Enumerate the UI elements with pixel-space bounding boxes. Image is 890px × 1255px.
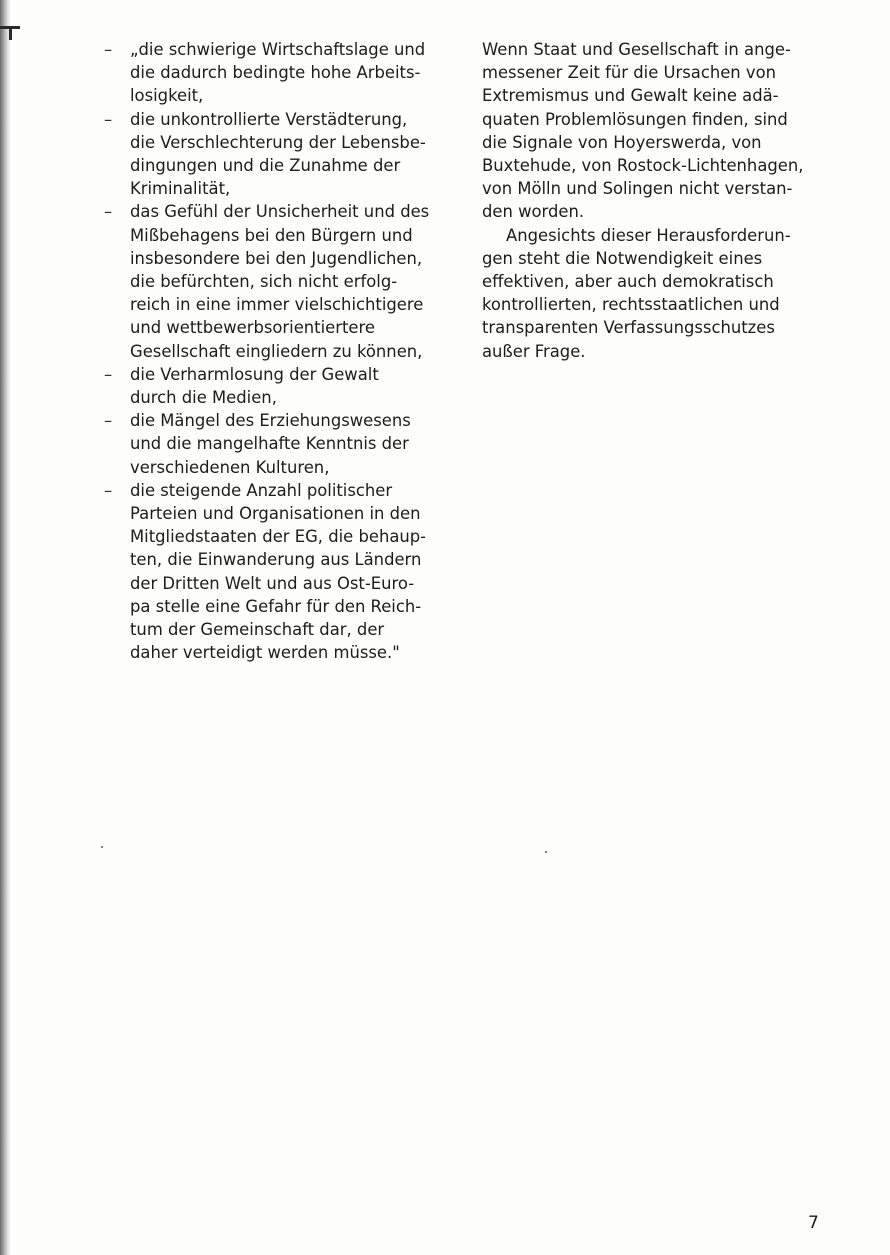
list-item	[104, 200, 459, 362]
text-line: die dadurch bedingte hohe Arbeits-	[130, 63, 421, 83]
text-line: Kriminalität,	[130, 179, 231, 199]
text-line: ten, die Einwanderung aus Ländern	[130, 550, 422, 570]
text-line: die Verharmlosung der Gewalt	[130, 364, 379, 384]
dash-marker: –	[104, 40, 113, 59]
dash-marker: –	[104, 109, 113, 129]
text-line: insbesondere bei den Jugendlichen,	[130, 248, 423, 268]
dash-marker: –	[104, 411, 113, 431]
text-line: die Signale von Hoyerswerda, von	[482, 132, 762, 152]
list-item	[104, 108, 459, 201]
text-line: „die schwierige Wirtschaftslage und	[130, 40, 426, 59]
list-item	[104, 38, 459, 108]
text-line: Buxtehude, von Rostock-Lichtenhagen,	[482, 156, 804, 176]
text-line: Wenn Staat und Gesellschaft in ange-	[482, 40, 791, 59]
list-item	[104, 479, 459, 665]
text-line: die unkontrollierte Verstädterung,	[130, 109, 408, 129]
text-line: Mißbehagens bei den Bürgern und	[130, 225, 413, 245]
text-line: und wettbewerbsorientiertere	[130, 318, 375, 338]
text-line: durch die Medien,	[130, 388, 277, 408]
text-line: effektiven, aber auch demokratisch	[482, 272, 774, 292]
scan-speck	[545, 851, 547, 853]
scan-speck	[101, 846, 103, 848]
paragraph	[482, 38, 827, 224]
page-number: 7	[808, 1213, 819, 1233]
text-line: gen steht die Notwendigkeit eines	[482, 248, 763, 268]
text-line: Mitgliedstaaten der EG, die behaup-	[130, 527, 427, 547]
list-item	[104, 363, 459, 409]
text-line: Gesellschaft eingliedern zu können,	[130, 341, 423, 361]
text-line: das Gefühl der Unsicherheit und des	[130, 202, 430, 222]
binding-edge	[0, 0, 10, 1255]
text-line: verschiedenen Kulturen,	[130, 457, 330, 477]
text-line: Extremismus und Gewalt keine adä-	[482, 86, 779, 106]
text-line: außer Frage.	[482, 341, 586, 361]
text-line: tum der Gemeinschaft dar, der	[130, 620, 385, 640]
text-line: die Mängel des Erziehungswesens	[130, 411, 411, 431]
text-line: Angesichts dieser Herausforderun-	[506, 225, 791, 245]
dash-marker: –	[104, 202, 113, 222]
text-line: reich in eine immer vielschichtigere	[130, 295, 424, 315]
text-line: quaten Problemlösungen finden, sind	[482, 109, 788, 129]
text-line: die Verschlechterung der Lebensbe-	[130, 132, 426, 152]
paragraph	[482, 224, 827, 363]
text-line: pa stelle eine Gefahr für den Reich-	[130, 596, 422, 616]
text-line: kontrollierten, rechtsstaatlichen und	[482, 295, 780, 315]
text-line: dingungen und die Zunahme der	[130, 156, 401, 176]
list-item	[104, 409, 459, 479]
quote-bullet-list	[104, 38, 459, 664]
text-line: Parteien und Organisationen in den	[130, 504, 421, 524]
text-line: der Dritten Welt und aus Ost-Euro-	[130, 573, 415, 593]
text-line: losigkeit,	[130, 86, 204, 106]
text-line: den worden.	[482, 202, 585, 222]
text-line: messener Zeit für die Ursachen von	[482, 63, 777, 83]
text-line: und die mangelhafte Kenntnis der	[130, 434, 409, 454]
text-line: von Mölln und Solingen nicht verstan-	[482, 179, 793, 199]
right-column	[482, 38, 827, 363]
text-line: die steigende Anzahl politischer	[130, 480, 393, 500]
text-line: transparenten Verfassungsschutzes	[482, 318, 775, 338]
text-line: die befürchten, sich nicht erfolg-	[130, 272, 398, 292]
dash-marker: –	[104, 480, 113, 500]
text-line: daher verteidigt werden müsse."	[130, 643, 400, 663]
dash-marker: –	[104, 364, 113, 384]
crop-mark-stem	[9, 26, 12, 40]
left-column	[104, 38, 459, 664]
